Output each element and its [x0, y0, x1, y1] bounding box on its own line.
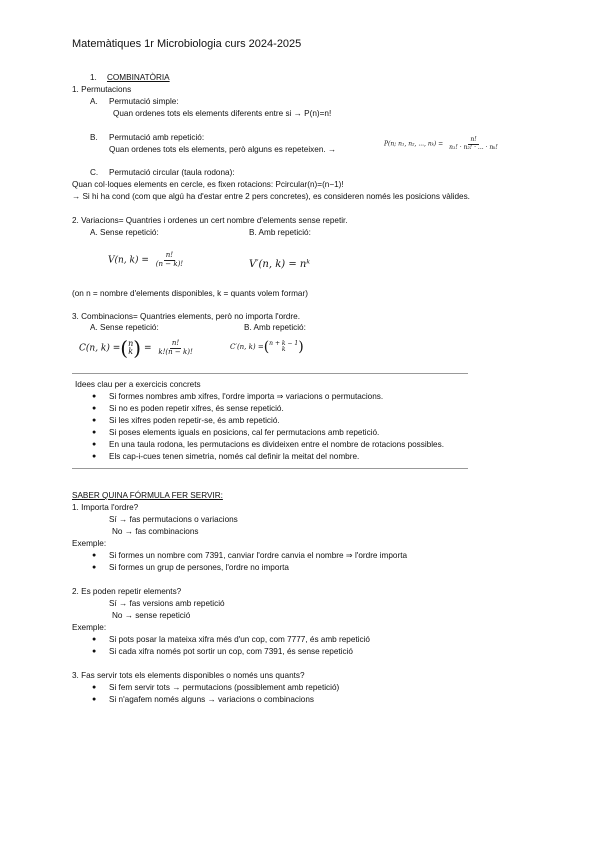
list-item: Si formes un nombre com 7391, canviar l'ordre canvia el nombre ⇒ l'ordre importa: [109, 551, 408, 560]
list-item: En una taula rodona, les permutacions es divideixen entre el nombre de rotacions possibles.: [109, 440, 444, 449]
item-letter: A.: [90, 97, 98, 106]
list-item: Si n'agafem només alguns → variacions o combinacions: [109, 695, 314, 704]
bullet: ●: [92, 684, 97, 691]
bullet: ●: [92, 429, 97, 436]
formula-lhs: V(n, k) =: [108, 255, 149, 266]
formula-den: (n − k)!: [155, 259, 184, 268]
item-title: Permutació circular (taula rodona):: [109, 168, 235, 177]
item-text: → Si hi ha cond (com que algú ha d'estar entre 2 pers concretes), es consideren només les posicions vàlides.: [72, 192, 470, 201]
option-label: B. Amb repetició:: [244, 323, 306, 332]
formula-perm-rep: [384, 137, 502, 151]
list-item: Si formes un grup de persones, l'ordre no importa: [109, 563, 289, 572]
divider: [72, 373, 468, 374]
formula-num: n!: [171, 338, 180, 347]
answer-no: No → sense repetició: [112, 611, 191, 620]
item-letter: C.: [90, 168, 99, 177]
formula-combinacions-rep: C′(n, k) =( n + k − 1 k ): [230, 339, 304, 355]
formula-den: k!(n − k)!: [158, 347, 193, 356]
binom-top: n + k − 1: [269, 339, 299, 347]
bullet: ●: [92, 648, 97, 655]
bullet: ●: [92, 417, 97, 424]
bullet: ●: [92, 405, 97, 412]
example-label: Exemple:: [72, 623, 107, 632]
bullet: ●: [92, 441, 97, 448]
formula-combinacions: C(n, k) =( n k ) = $\frac{n!}{k!(n - k)!}$: [79, 336, 193, 360]
item-letter: B.: [90, 133, 98, 142]
formula-lhs: P(n; n₁, n₂, ..., nₖ) =: [384, 140, 444, 148]
subsection-title: 2. Variacions= Quantries i ordenes un cert nombre d'elements sense repetir.: [72, 216, 348, 225]
divider: [72, 468, 468, 469]
subsection-title: 1. Permutacions: [72, 85, 132, 94]
item-title: Permutació amb repetició:: [109, 133, 205, 142]
list-item: Si cada xifra només pot sortir un cop, com 7391, és sense repetició: [109, 647, 353, 656]
formula-num: n!: [165, 251, 174, 259]
question: 2. Es poden repetir elements?: [72, 587, 182, 596]
formula-num: n!: [470, 136, 477, 143]
formula-variacions-rep: V′(n, k) = nᵏ: [249, 259, 310, 270]
item-text: Quan col·loques elements en cercle, es fixen rotacions: Pcircular(n)=(n−1)!: [72, 180, 344, 189]
item-text: Quan ordenes tots els elements diferents entre si → P(n)=n!: [113, 109, 332, 118]
saber-title: SABER QUINA FÓRMULA FER SERVIR:: [72, 491, 223, 500]
formula-lhs: C′(n, k) =: [230, 343, 264, 351]
option-label: A. Sense repetició:: [90, 228, 159, 237]
formula-variacions: [108, 252, 187, 268]
item-title: Permutació simple:: [109, 97, 179, 106]
answer-yes: Sí → fas versions amb repetició: [109, 599, 225, 608]
list-item: Si pots posar la mateixa xifra més d'un cop, com 7777, és amb repetició: [109, 635, 370, 644]
option-label: B. Amb repetició:: [249, 228, 311, 237]
list-item: Si formes nombres amb xifres, l'ordre importa ⇒ variacions o permutacions.: [109, 392, 384, 401]
formula-lhs: C(n, k) =: [79, 343, 121, 354]
note-text: (on n = nombre d'elements disponibles, k = quants volem formar): [72, 289, 308, 298]
binom-bottom: k: [128, 347, 134, 356]
answer-no: No → fas combinacions: [112, 527, 199, 536]
question: 1. Importa l'ordre?: [72, 503, 139, 512]
list-item: Els cap-i-cues tenen simetria, només cal definir la meitat del nombre.: [109, 452, 360, 461]
bullet: ●: [92, 453, 97, 460]
binom-top: n: [128, 338, 134, 348]
bullet: ●: [92, 696, 97, 703]
bullet: ●: [92, 564, 97, 571]
binom-bottom: k: [281, 346, 286, 353]
list-item: Si poses elements iguals en posicions, cal fer permutacions amb repetició.: [109, 428, 380, 437]
list-item: Si les xifres poden repetir-se, és amb repetició.: [109, 416, 280, 425]
formula-den: n₁! · n₂! · ... · nₖ!: [449, 143, 498, 151]
question: 3. Fas servir tots els elements disponibles o només uns quants?: [72, 671, 305, 680]
list-item: Si no es poden repetir xifres, és sense repetició.: [109, 404, 284, 413]
answer-yes: Sí → fas permutacions o variacions: [109, 515, 238, 524]
bullet: ●: [92, 636, 97, 643]
ideas-title: Idees clau per a exercicis concrets: [75, 380, 201, 389]
bullet: ●: [92, 552, 97, 559]
item-text: Quan ordenes tots els elements, però alguns es repeteixen. →: [109, 145, 337, 154]
option-label: A. Sense repetició:: [90, 323, 159, 332]
example-label: Exemple:: [72, 539, 107, 548]
section-number: 1.: [90, 73, 97, 82]
subsection-title: 3. Combinacions= Quantries elements, però no importa l'ordre.: [72, 312, 300, 321]
list-item: Si fem servir tots → permutacions (possiblement amb repetició): [109, 683, 340, 692]
equals: =: [143, 343, 152, 354]
section-title: COMBINATÒRIA: [107, 73, 170, 82]
bullet: ●: [92, 393, 97, 400]
page-header: Matemàtiques 1r Microbiologia curs 2024-2025: [72, 38, 302, 50]
